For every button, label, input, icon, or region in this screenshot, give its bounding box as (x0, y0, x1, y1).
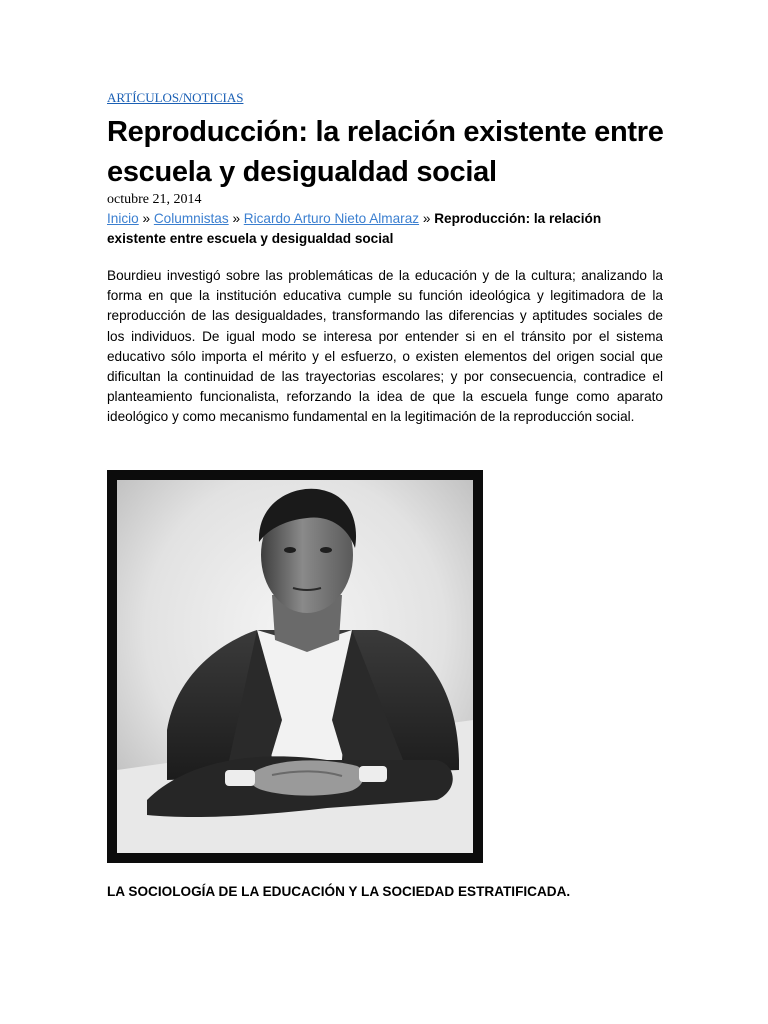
breadcrumb-link-columnistas[interactable]: Columnistas (153, 211, 229, 226)
section-heading: LA SOCIOLOGÍA DE LA EDUCACIÓN Y LA SOCIEDAD ESTRATIFICADA. (107, 884, 571, 899)
portrait-illustration (107, 470, 483, 863)
breadcrumb-link-author[interactable]: Ricardo Arturo Nieto Almaraz (243, 211, 420, 226)
breadcrumb-separator: » (232, 211, 244, 226)
article-date: octubre 21, 2014 (107, 192, 202, 207)
category-link[interactable]: ARTÍCULOS/NOTICIAS (107, 90, 244, 105)
breadcrumb (107, 209, 663, 249)
breadcrumb-separator: » (422, 211, 435, 226)
article-paragraph: Bourdieu investigó sobre las problemáticas de la educación y de la cultura; analizando la forma en que la institución educativa cumple su función ideológica y legitimadora de la reproducción de las desigualdades, transformando las diferencias y aptitudes sociales de los individuos. De igual modo se interesa por entender si en el tránsito por el sistema educativo sólo importa el mérito y el esfuerzo, o existen elementos del origen social que dificultan la continuidad de las trayectorias escolares; y por consecuencia, contradice el planteamiento funcionalista, reforzando la idea de que la escuela funge como aparato ideológico y como mecanismo fundamental en la legitimación de la reproducción social. (107, 268, 663, 425)
breadcrumb-link-inicio[interactable]: Inicio (107, 211, 139, 226)
author-portrait-photo (107, 470, 483, 863)
breadcrumb-separator: » (142, 211, 154, 226)
breadcrumb-current: Reproducción: la relación existente entre escuela y desigualdad social (107, 211, 602, 246)
article-title: Reproducción: la relación existente entre escuela y desigualdad social (107, 116, 664, 188)
